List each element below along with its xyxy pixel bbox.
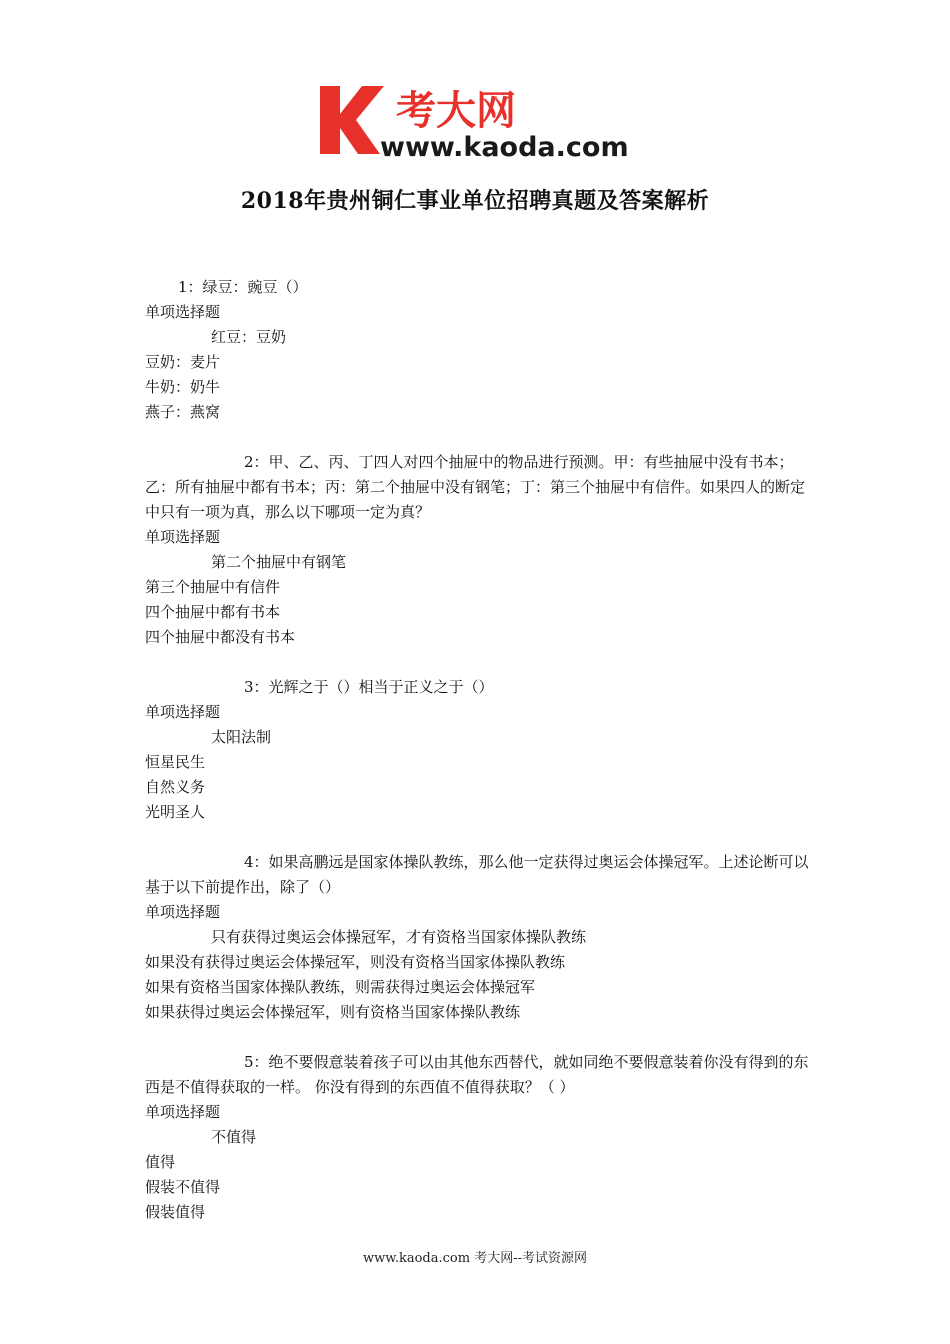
question-1 xyxy=(145,275,815,425)
question-2 xyxy=(145,450,815,650)
question-stem: 3：光辉之于（）相当于正义之于（） xyxy=(244,678,494,696)
option-b: 恒星民生 xyxy=(145,753,206,771)
option-a: 太阳法制 xyxy=(211,728,272,746)
question-5 xyxy=(145,1050,815,1225)
page-footer: www.kaoda.com 考大网--考试资源网 xyxy=(363,1251,587,1266)
question-stem: 4：如果高鹏远是国家体操队教练，那么他一定获得过奥运会体操冠军。上述论断可以基于以下前提作出，除了（） xyxy=(145,853,809,896)
option-b: 豆奶：麦片 xyxy=(145,353,221,371)
kaoda-logo-mark xyxy=(318,80,640,160)
option-d: 如果获得过奥运会体操冠军，则有资格当国家体操队教练 xyxy=(145,1003,521,1021)
question-type: 单项选择题 xyxy=(145,528,221,546)
option-a: 第二个抽屉中有钢笔 xyxy=(211,553,347,571)
k-letter-icon xyxy=(320,86,384,154)
question-type: 单项选择题 xyxy=(145,1103,221,1121)
question-4 xyxy=(145,850,815,1025)
option-c: 四个抽屉中都有书本 xyxy=(145,603,281,621)
option-a: 红豆：豆奶 xyxy=(211,328,287,346)
question-stem: 1：绿豆：豌豆（） xyxy=(178,278,308,296)
option-c: 牛奶：奶牛 xyxy=(145,378,221,396)
option-a: 不值得 xyxy=(211,1128,257,1146)
question-3 xyxy=(145,675,815,825)
question-type: 单项选择题 xyxy=(145,703,221,721)
question-type: 单项选择题 xyxy=(145,303,221,321)
option-b: 值得 xyxy=(145,1153,176,1171)
option-b: 第三个抽屉中有信件 xyxy=(145,578,281,596)
option-a: 只有获得过奥运会体操冠军，才有资格当国家体操队教练 xyxy=(211,928,587,946)
question-list xyxy=(145,275,815,1250)
option-d: 光明圣人 xyxy=(145,803,206,821)
logo-url-text: www.kaoda.com xyxy=(380,132,629,160)
question-stem: 2：甲、乙、丙、丁四人对四个抽屉中的物品进行预测。甲：有些抽屉中没有书本；乙：所有抽屉中都有书本；丙：第二个抽屉中没有钢笔；丁：第三个抽屉中有信件。如果四人的断定中只有一项为真，那么以下哪项一定为真？ xyxy=(145,453,806,521)
question-type: 单项选择题 xyxy=(145,903,221,921)
option-b: 如果没有获得过奥运会体操冠军，则没有资格当国家体操队教练 xyxy=(145,953,566,971)
question-stem: 5：绝不要假意装着孩子可以由其他东西替代，就如同绝不要假意装着你没有得到的东西是不值得获取的一样。 你没有得到的东西值不值得获取？（ ） xyxy=(145,1053,809,1096)
kaoda-logo xyxy=(318,80,640,160)
logo-brand-text: 考大网 xyxy=(396,88,516,134)
option-d: 燕子：燕窝 xyxy=(145,403,221,421)
option-d: 假装值得 xyxy=(145,1203,206,1221)
option-c: 如果有资格当国家体操队教练，则需获得过奥运会体操冠军 xyxy=(145,978,536,996)
option-c: 假装不值得 xyxy=(145,1178,221,1196)
option-c: 自然义务 xyxy=(145,778,206,796)
document-title: 2018年贵州铜仁事业单位招聘真题及答案解析 xyxy=(240,188,710,214)
option-d: 四个抽屉中都没有书本 xyxy=(145,628,296,646)
